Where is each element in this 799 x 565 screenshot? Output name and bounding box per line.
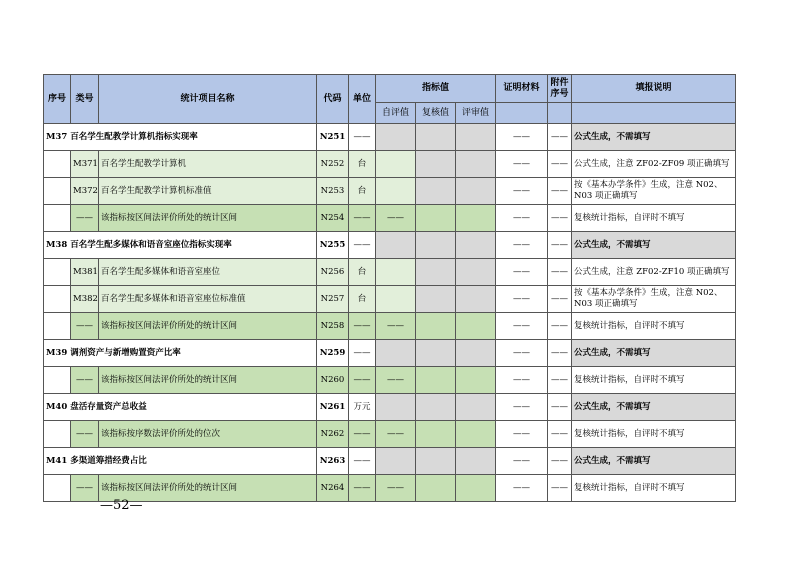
cell-cat: ——: [71, 475, 99, 502]
header-attach: 附件序号: [548, 75, 572, 103]
header-name: 统计项目名称: [99, 75, 317, 124]
cell-self: ——: [376, 421, 416, 448]
cell-name: 百名学生配教学计算机标准值: [99, 178, 317, 205]
cell-proof: ——: [496, 448, 548, 475]
cell-attach: ——: [548, 421, 572, 448]
item-seq: M41: [46, 455, 68, 466]
cell-attach: ——: [548, 232, 572, 259]
cell-proof: ——: [496, 205, 548, 232]
cell-note: 复核统计指标，自评时不填写: [572, 475, 736, 502]
header-seq: 序号: [44, 75, 71, 124]
item-title: [44, 124, 317, 151]
cell-attach: ——: [548, 259, 572, 286]
cell-unit: 台: [349, 151, 376, 178]
cell-attach: ——: [548, 178, 572, 205]
cell-attach: ——: [548, 205, 572, 232]
cell-unit: ——: [349, 232, 376, 259]
cell-unit: 万元: [349, 394, 376, 421]
cell-attach: ——: [548, 124, 572, 151]
cell-proof: ——: [496, 178, 548, 205]
cell-unit: ——: [349, 367, 376, 394]
cell-cat: ——: [71, 421, 99, 448]
cell-name: 百名学生配多媒体和语音室座位标准值: [99, 286, 317, 313]
cell-note: 公式生成，注意 ZF02-ZF09 项正确填写: [572, 151, 736, 178]
table-row: [44, 286, 736, 313]
cell-note: 公式生成，不需填写: [572, 124, 736, 151]
header-unit: 单位: [349, 75, 376, 124]
item-name: 百名学生配多媒体和语音室座位指标实现率: [70, 239, 232, 250]
header-indicator: 指标值: [376, 75, 496, 103]
table-row: [44, 367, 736, 394]
cell-proof: ——: [496, 286, 548, 313]
item-seq: M37: [46, 131, 68, 142]
cell-unit: ——: [349, 475, 376, 502]
cell-name: 该指标按区间法评价所处的统计区间: [99, 205, 317, 232]
cell-attach: ——: [548, 151, 572, 178]
cell-note: 复核统计指标，自评时不填写: [572, 421, 736, 448]
cell-code: N253: [317, 178, 349, 205]
table-row: [44, 124, 736, 151]
cell-note: 复核统计指标，自评时不填写: [572, 205, 736, 232]
cell-note: 复核统计指标，自评时不填写: [572, 367, 736, 394]
table-row: [44, 475, 736, 502]
cell-attach: ——: [548, 286, 572, 313]
cell-self: ——: [376, 313, 416, 340]
cell-cat: M371: [71, 151, 99, 178]
cell-name: 该指标按区间法评价所处的统计区间: [99, 367, 317, 394]
table-row: [44, 151, 736, 178]
cell-self: ——: [376, 367, 416, 394]
cell-proof: ——: [496, 259, 548, 286]
cell-cat: M372: [71, 178, 99, 205]
item-seq: M39: [46, 347, 68, 358]
cell-unit: ——: [349, 205, 376, 232]
item-seq: M38: [46, 239, 68, 250]
cell-name: 百名学生配多媒体和语音室座位: [99, 259, 317, 286]
item-title: [44, 394, 317, 421]
page-number: —52—: [100, 498, 143, 513]
cell-attach: ——: [548, 394, 572, 421]
table-row: [44, 232, 736, 259]
cell-cat: ——: [71, 313, 99, 340]
cell-name: 该指标按区间法评价所处的统计区间: [99, 313, 317, 340]
header-code: 代码: [317, 75, 349, 124]
cell-name: 百名学生配教学计算机: [99, 151, 317, 178]
cell-code: N256: [317, 259, 349, 286]
cell-proof: ——: [496, 232, 548, 259]
cell-attach: ——: [548, 313, 572, 340]
header-self: 自评值: [376, 103, 416, 124]
table-row: [44, 313, 736, 340]
cell-unit: 台: [349, 259, 376, 286]
cell-self: ——: [376, 475, 416, 502]
cell-note: 公式生成，不需填写: [572, 448, 736, 475]
cell-code: N252: [317, 151, 349, 178]
cell-code: N259: [317, 340, 349, 367]
cell-code: N261: [317, 394, 349, 421]
table-row: [44, 448, 736, 475]
cell-code: N260: [317, 367, 349, 394]
cell-note: 公式生成，不需填写: [572, 232, 736, 259]
cell-code: N251: [317, 124, 349, 151]
cell-proof: ——: [496, 124, 548, 151]
cell-code: N264: [317, 475, 349, 502]
cell-code: N263: [317, 448, 349, 475]
cell-unit: ——: [349, 421, 376, 448]
cell-code: N262: [317, 421, 349, 448]
table-row: [44, 421, 736, 448]
cell-attach: ——: [548, 475, 572, 502]
cell-code: N254: [317, 205, 349, 232]
item-title: [44, 232, 317, 259]
item-name: 盘活存量资产总收益: [70, 401, 147, 412]
cell-note: 公式生成，注意 ZF02-ZF10 项正确填写: [572, 259, 736, 286]
cell-unit: ——: [349, 340, 376, 367]
cell-attach: ——: [548, 367, 572, 394]
cell-name: 该指标按区间法评价所处的统计区间: [99, 475, 317, 502]
cell-proof: ——: [496, 421, 548, 448]
item-seq: M40: [46, 401, 68, 412]
item-name: 调剂资产与新增购置资产比率: [70, 347, 181, 358]
cell-unit: ——: [349, 448, 376, 475]
header-review: 复核值: [416, 103, 456, 124]
cell-proof: ——: [496, 475, 548, 502]
table-row: [44, 394, 736, 421]
cell-note: 公式生成，不需填写: [572, 340, 736, 367]
cell-cat: ——: [71, 205, 99, 232]
cell-proof: ——: [496, 340, 548, 367]
statistics-table: [43, 74, 736, 502]
item-name: 多渠道筹措经费占比: [70, 455, 147, 466]
cell-self: ——: [376, 205, 416, 232]
cell-code: N257: [317, 286, 349, 313]
cell-unit: 台: [349, 178, 376, 205]
cell-proof: ——: [496, 367, 548, 394]
cell-note: 按《基本办学条件》生成，注意 N02、N03 项正确填写: [572, 286, 736, 313]
header-cat: 类号: [71, 75, 99, 124]
item-name: 百名学生配教学计算机指标实现率: [70, 131, 198, 142]
table-row: [44, 340, 736, 367]
cell-note: 复核统计指标，自评时不填写: [572, 313, 736, 340]
cell-attach: ——: [548, 448, 572, 475]
table-row: [44, 205, 736, 232]
cell-cat: M381: [71, 259, 99, 286]
cell-note: 公式生成，不需填写: [572, 394, 736, 421]
header-note: 填报说明: [572, 75, 736, 103]
item-title: [44, 448, 317, 475]
cell-note: 按《基本办学条件》生成，注意 N02、N03 项正确填写: [572, 178, 736, 205]
header-judge: 评审值: [456, 103, 496, 124]
cell-attach: ——: [548, 340, 572, 367]
cell-code: N258: [317, 313, 349, 340]
cell-name: 该指标按序数法评价所处的位次: [99, 421, 317, 448]
cell-code: N255: [317, 232, 349, 259]
cell-unit: ——: [349, 124, 376, 151]
header-proof: 证明材料: [496, 75, 548, 103]
item-title: [44, 340, 317, 367]
table-row: [44, 259, 736, 286]
table-row: [44, 178, 736, 205]
cell-cat: M382: [71, 286, 99, 313]
cell-proof: ——: [496, 394, 548, 421]
cell-cat: ——: [71, 367, 99, 394]
cell-proof: ——: [496, 151, 548, 178]
cell-unit: 台: [349, 286, 376, 313]
cell-unit: ——: [349, 313, 376, 340]
cell-proof: ——: [496, 313, 548, 340]
